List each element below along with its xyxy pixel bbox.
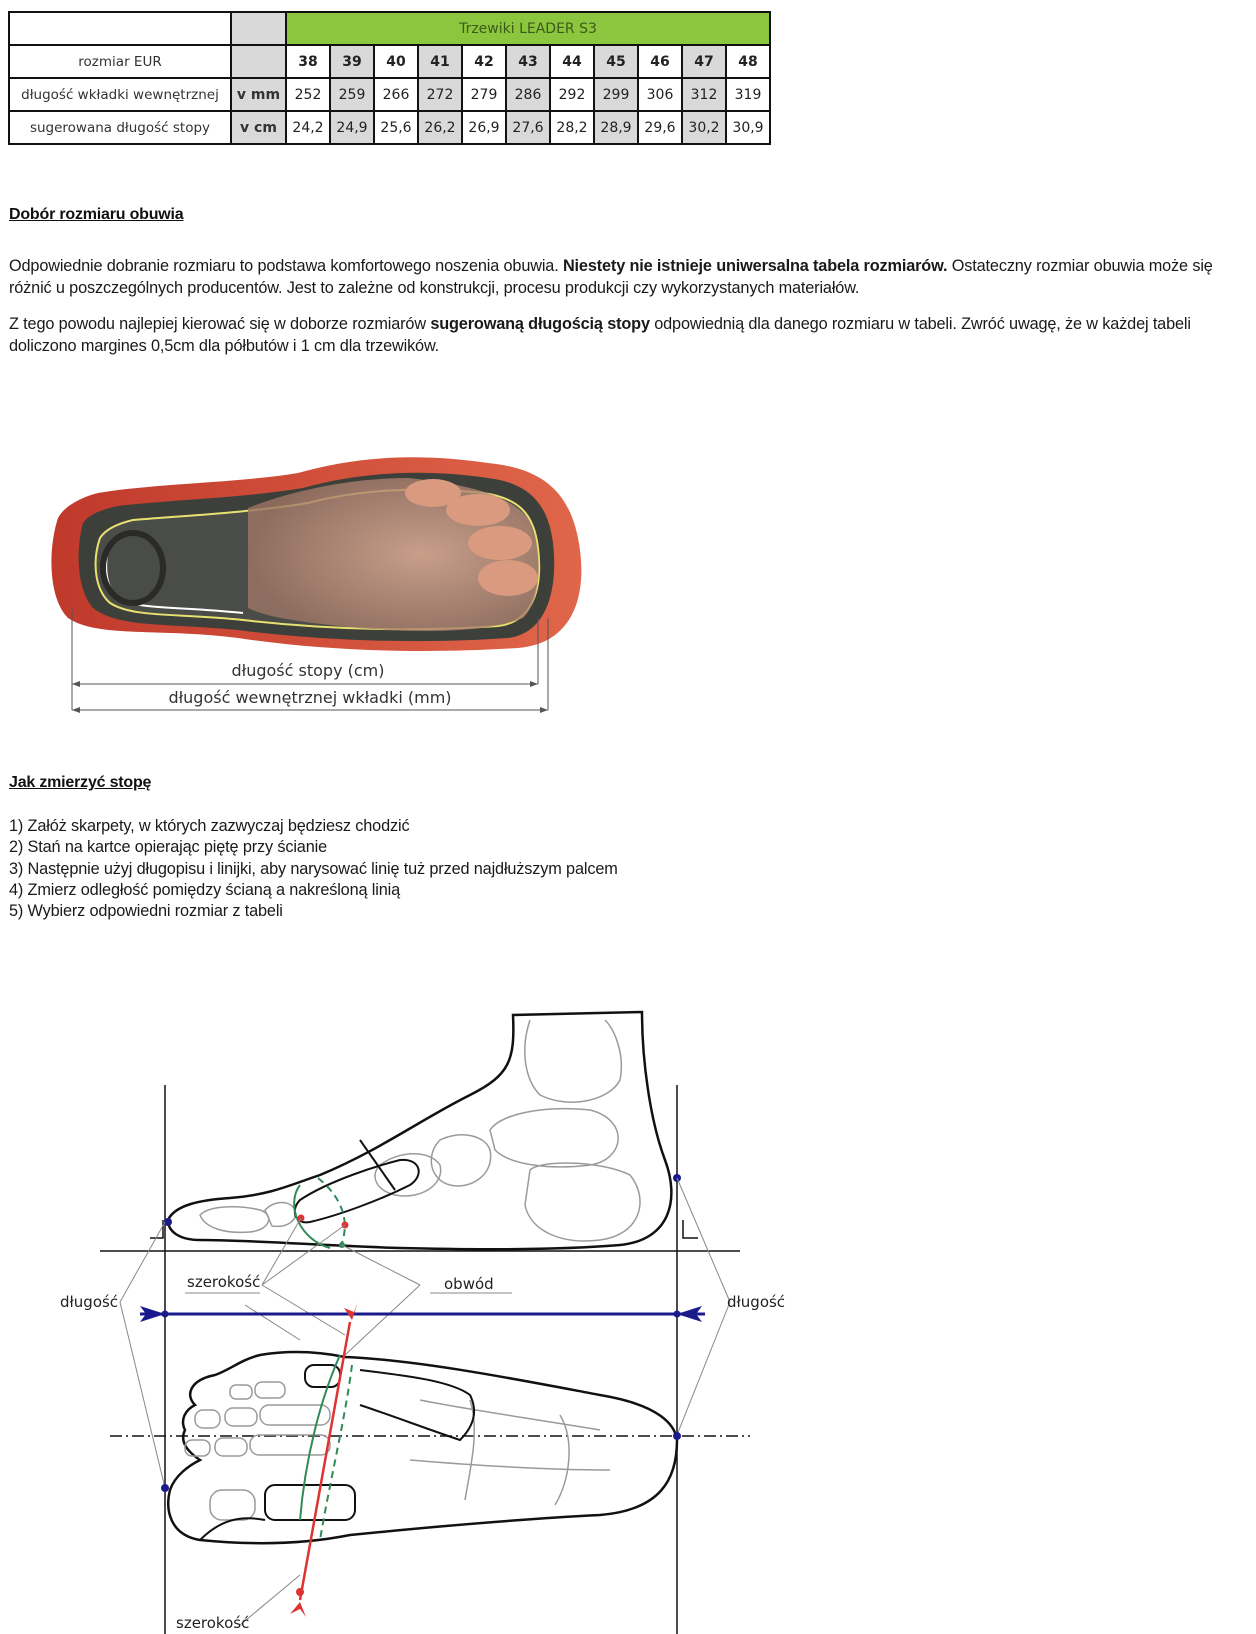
list-item: 5) Wybierz odpowiedni rozmiar z tabeli xyxy=(9,902,283,921)
paragraph-size-intro xyxy=(9,256,1249,299)
row-unit: v mm xyxy=(231,78,286,111)
table-cell: 252 xyxy=(286,78,330,111)
measure-steps-list xyxy=(9,816,618,922)
table-cell: 306 xyxy=(638,78,682,111)
insole-figure xyxy=(38,448,598,718)
table-cell: 25,6 xyxy=(374,111,418,144)
insole-length-label: długość wewnętrznej wkładki (mm) xyxy=(168,688,452,707)
foot-measurement-diagram xyxy=(0,1000,820,1634)
table-cell: 40 xyxy=(374,45,418,78)
table-cell: 279 xyxy=(462,78,506,111)
table-cell: 272 xyxy=(418,78,462,111)
table-cell: 43 xyxy=(506,45,550,78)
row-unit xyxy=(231,45,286,78)
row-label: długość wkładki wewnętrznej xyxy=(9,78,231,111)
table-row-sizes xyxy=(9,45,770,78)
paragraph-text: Z tego powodu najlepiej kierować się w doborze rozmiarów xyxy=(9,315,431,333)
table-cell: 48 xyxy=(726,45,770,78)
table-cell: 28,2 xyxy=(550,111,594,144)
table-cell: 44 xyxy=(550,45,594,78)
table-cell: 266 xyxy=(374,78,418,111)
table-row-foot-length xyxy=(9,111,770,144)
table-cell: 27,6 xyxy=(506,111,550,144)
length-label-left: długość xyxy=(60,1293,119,1311)
table-cell: 312 xyxy=(682,78,726,111)
width-label-bottom: szerokość xyxy=(176,1614,250,1632)
table-cell: 29,6 xyxy=(638,111,682,144)
table-cell: 46 xyxy=(638,45,682,78)
section-heading-measure: Jak zmierzyć stopę xyxy=(9,774,152,791)
paragraph-text: Odpowiednie dobranie rozmiaru to podstawa komfortowego noszenia obuwia. xyxy=(9,257,563,275)
foot-anatomy-illustration xyxy=(0,1000,820,1634)
row-unit: v cm xyxy=(231,111,286,144)
table-cell: 47 xyxy=(682,45,726,78)
table-cell: 39 xyxy=(330,45,374,78)
table-cell: 28,9 xyxy=(594,111,638,144)
table-cell: 26,9 xyxy=(462,111,506,144)
table-title: Trzewiki LEADER S3 xyxy=(286,12,770,45)
table-cell: 24,2 xyxy=(286,111,330,144)
paragraph-emphasis: Niestety nie istnieje uniwersalna tabela rozmiarów. xyxy=(562,257,948,275)
table-cell: 38 xyxy=(286,45,330,78)
row-label: rozmiar EUR xyxy=(9,45,231,78)
table-cell: 319 xyxy=(726,78,770,111)
list-item: 3) Następnie użyj długopisu i linijki, aby narysować linię tuż przed najdłuższym palcem xyxy=(9,859,618,878)
table-cell: 41 xyxy=(418,45,462,78)
table-cell: 26,2 xyxy=(418,111,462,144)
row-label: sugerowana długość stopy xyxy=(9,111,231,144)
table-cell: 30,9 xyxy=(726,111,770,144)
paragraph-text: Ostateczny rozmiar obuwia może się różnić u poszczególnych producentów. Jest to zależne od konstrukcji, procesu produkcji czy wykorzystanych materiałów. xyxy=(9,257,1213,297)
paragraph-size-advice xyxy=(9,314,1249,357)
list-item: 1) Załóż skarpety, w których zazwyczaj będziesz chodzić xyxy=(9,817,410,835)
table-unit-header-cell xyxy=(231,12,286,45)
table-title-row xyxy=(9,12,770,45)
length-label-right: długość xyxy=(727,1293,786,1311)
section-heading-size-choice: Dobór rozmiaru obuwia xyxy=(9,206,184,223)
foot-length-label: długość stopy (cm) xyxy=(231,661,385,680)
table-corner-cell xyxy=(9,12,231,45)
table-cell: 42 xyxy=(462,45,506,78)
table-cell: 259 xyxy=(330,78,374,111)
table-cell: 24,9 xyxy=(330,111,374,144)
table-cell: 30,2 xyxy=(682,111,726,144)
insole-illustration xyxy=(38,448,598,718)
size-table xyxy=(8,11,771,145)
table-cell: 45 xyxy=(594,45,638,78)
list-item: 4) Zmierz odległość pomiędzy ścianą a nakreśloną linią xyxy=(9,880,400,899)
list-item: 2) Stań na kartce opierając piętę przy ścianie xyxy=(9,838,327,857)
table-cell: 299 xyxy=(594,78,638,111)
table-row-insole-length xyxy=(9,78,770,111)
girth-label: obwód xyxy=(444,1275,494,1293)
table-cell: 292 xyxy=(550,78,594,111)
width-label-top: szerokość xyxy=(187,1273,261,1291)
paragraph-text: odpowiednią dla danego rozmiaru w tabeli. Zwróć uwagę, że w każdej tabeli doliczono margines 0,5cm dla półbutów i 1 cm dla trzewików. xyxy=(9,315,1191,355)
table-cell: 286 xyxy=(506,78,550,111)
paragraph-emphasis: sugerowaną długością stopy xyxy=(430,315,650,333)
